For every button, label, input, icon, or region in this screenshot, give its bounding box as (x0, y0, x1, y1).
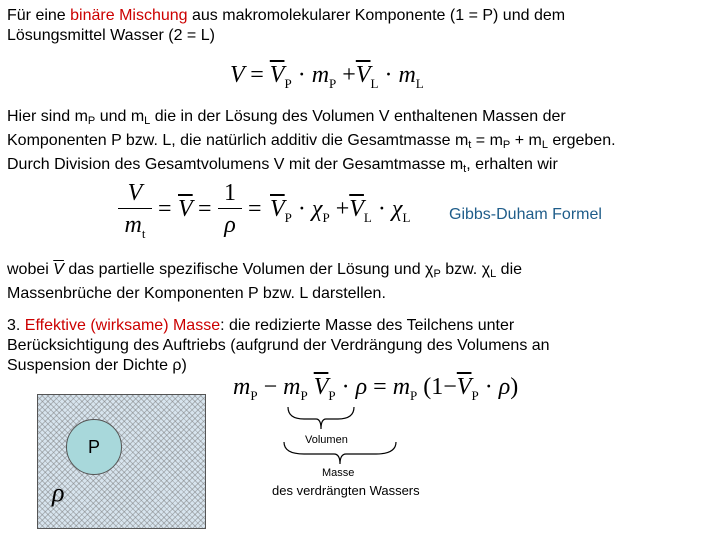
eq-symbol: = (373, 374, 387, 400)
eq-symbol: · (297, 62, 306, 88)
text: Komponenten P bzw. L, die natürlich additiv die Gesamtmasse m (7, 132, 469, 149)
fraction-denominator: ρ (224, 212, 236, 238)
subscript: P (502, 139, 511, 151)
eq-symbol: · (377, 196, 386, 222)
eq-subscript: L (363, 209, 372, 225)
eq-symbol: m (398, 62, 416, 88)
text: bzw. χ (440, 261, 491, 278)
text: Für eine (7, 7, 71, 24)
text: : die redizierte Masse des Teilchens unter (220, 317, 515, 334)
subscript: L (541, 139, 548, 151)
eq-symbol: + (335, 196, 350, 222)
subscript: t (468, 139, 472, 151)
eq-symbol: + (342, 62, 356, 88)
eq-symbol: $\overline{V}$ (456, 374, 472, 400)
eq-symbol: χ (311, 196, 323, 222)
eq-symbol: $\overline{V}$ (269, 62, 285, 88)
eq-subscript: P (471, 387, 479, 403)
binary-mixture-highlight: binäre Mischung (70, 7, 188, 24)
text: , erhalten wir (466, 156, 558, 173)
eq-symbol: (1− (423, 374, 457, 400)
eq-symbol: $\overline{V}$ (355, 62, 371, 88)
eq-symbol: χ (391, 196, 403, 222)
text: 3. (7, 317, 25, 334)
effective-mass-equation (233, 374, 518, 404)
eq-symbol: m (392, 374, 411, 400)
vbar-symbol: $\overline{V}$ (53, 261, 64, 278)
eq-subscript: L (370, 75, 379, 91)
text: Durch Division des Gesamtvolumens V mit der Gesamtmasse m (7, 156, 464, 173)
eq-symbol: = (158, 196, 172, 222)
density-symbol: ρ (52, 478, 65, 507)
eq-subscript: P (284, 75, 292, 91)
eq-subscript: L (415, 75, 424, 91)
subscript: L (490, 268, 497, 280)
gibbs-duham-label: Gibbs-Duham Formel (449, 206, 602, 223)
brace-masse-label: Masse (322, 467, 355, 479)
eq-symbol: $\overline{V}$ (270, 196, 285, 222)
eq-symbol: · (384, 62, 393, 88)
eq-symbol: − (263, 374, 278, 400)
subscript: t (463, 163, 467, 175)
eq-symbol: m (233, 374, 251, 400)
fraction-denominator: m (124, 212, 142, 238)
text: das partielle spezifische Volumen der Lösung und χ (63, 261, 434, 278)
eq-symbol: m (283, 374, 301, 400)
text: Berücksichtigung des Auftriebs (aufgrund der Verdrängung des Volumens an (7, 337, 550, 354)
subscript: P (433, 268, 441, 280)
subscript: P (87, 115, 96, 127)
eq-subscript: P (322, 209, 330, 225)
text: und m (95, 108, 145, 125)
fraction-bar (218, 208, 242, 209)
eq-symbol: ρ (355, 374, 368, 400)
intro-paragraph (7, 6, 565, 46)
eq-symbol: · (484, 374, 493, 400)
eq-symbol: ρ (498, 374, 511, 400)
eq-symbol: $\overline{V}$ (178, 196, 193, 222)
text: Massenbrüche der Komponenten P bzw. L darstellen. (7, 285, 386, 302)
eq-subscript: P (328, 387, 336, 403)
eq-symbol: $\overline{V}$ (349, 196, 364, 222)
text: Suspension der Dichte ρ) (7, 357, 187, 374)
fraction-numerator: 1 (224, 180, 236, 206)
text: wobei (7, 261, 54, 278)
eq-symbol: ) (510, 374, 519, 400)
particle-label: P (87, 437, 100, 457)
eq-symbol: = (248, 196, 262, 222)
eq-subscript: P (300, 387, 308, 403)
eq-symbol: · (297, 196, 306, 222)
eq-symbol: · (341, 374, 350, 400)
eq-subscript: P (329, 75, 337, 91)
eq-subscript: P (250, 387, 258, 403)
fraction-paragraph (7, 260, 522, 304)
eq-subscript: t (141, 225, 146, 241)
eq-symbol: = (198, 196, 212, 222)
brace-volumen (286, 405, 356, 433)
gibbs-duham-equation (118, 180, 448, 240)
text: Lösungsmittel Wasser (2 = L) (7, 27, 215, 44)
text: die in der Lösung des Volumen V enthaltenen Massen der (150, 108, 566, 125)
fraction-numerator: V (127, 180, 143, 206)
subscript: L (144, 115, 151, 127)
eq-subscript: L (402, 209, 411, 225)
suspension-box (37, 394, 206, 529)
brace-volumen-label: Volumen (305, 434, 348, 446)
eq-symbol: V (230, 62, 245, 88)
eq-subscript: P (284, 209, 292, 225)
effective-mass-highlight: Effektive (wirksame) Masse (24, 317, 221, 334)
particle-circle (66, 419, 122, 475)
fraction-bar (118, 208, 152, 209)
text: die (496, 261, 523, 278)
text: Hier sind m (7, 108, 88, 125)
text: aus makromolekularer Komponente (1 = P) und dem (187, 7, 566, 24)
mass-paragraph (7, 107, 616, 179)
text: + m (510, 132, 542, 149)
volume-equation (230, 62, 424, 92)
eq-symbol: m (311, 62, 330, 88)
text: = m (471, 132, 503, 149)
effective-mass-paragraph (7, 316, 550, 376)
brace-masse-sublabel: des verdrängten Wassers (272, 483, 420, 498)
eq-symbol: $\overline{V}$ (313, 374, 329, 400)
eq-symbol: = (250, 62, 264, 88)
brace-masse (282, 440, 398, 468)
eq-subscript: P (410, 387, 418, 403)
text: ergeben. (547, 132, 616, 149)
